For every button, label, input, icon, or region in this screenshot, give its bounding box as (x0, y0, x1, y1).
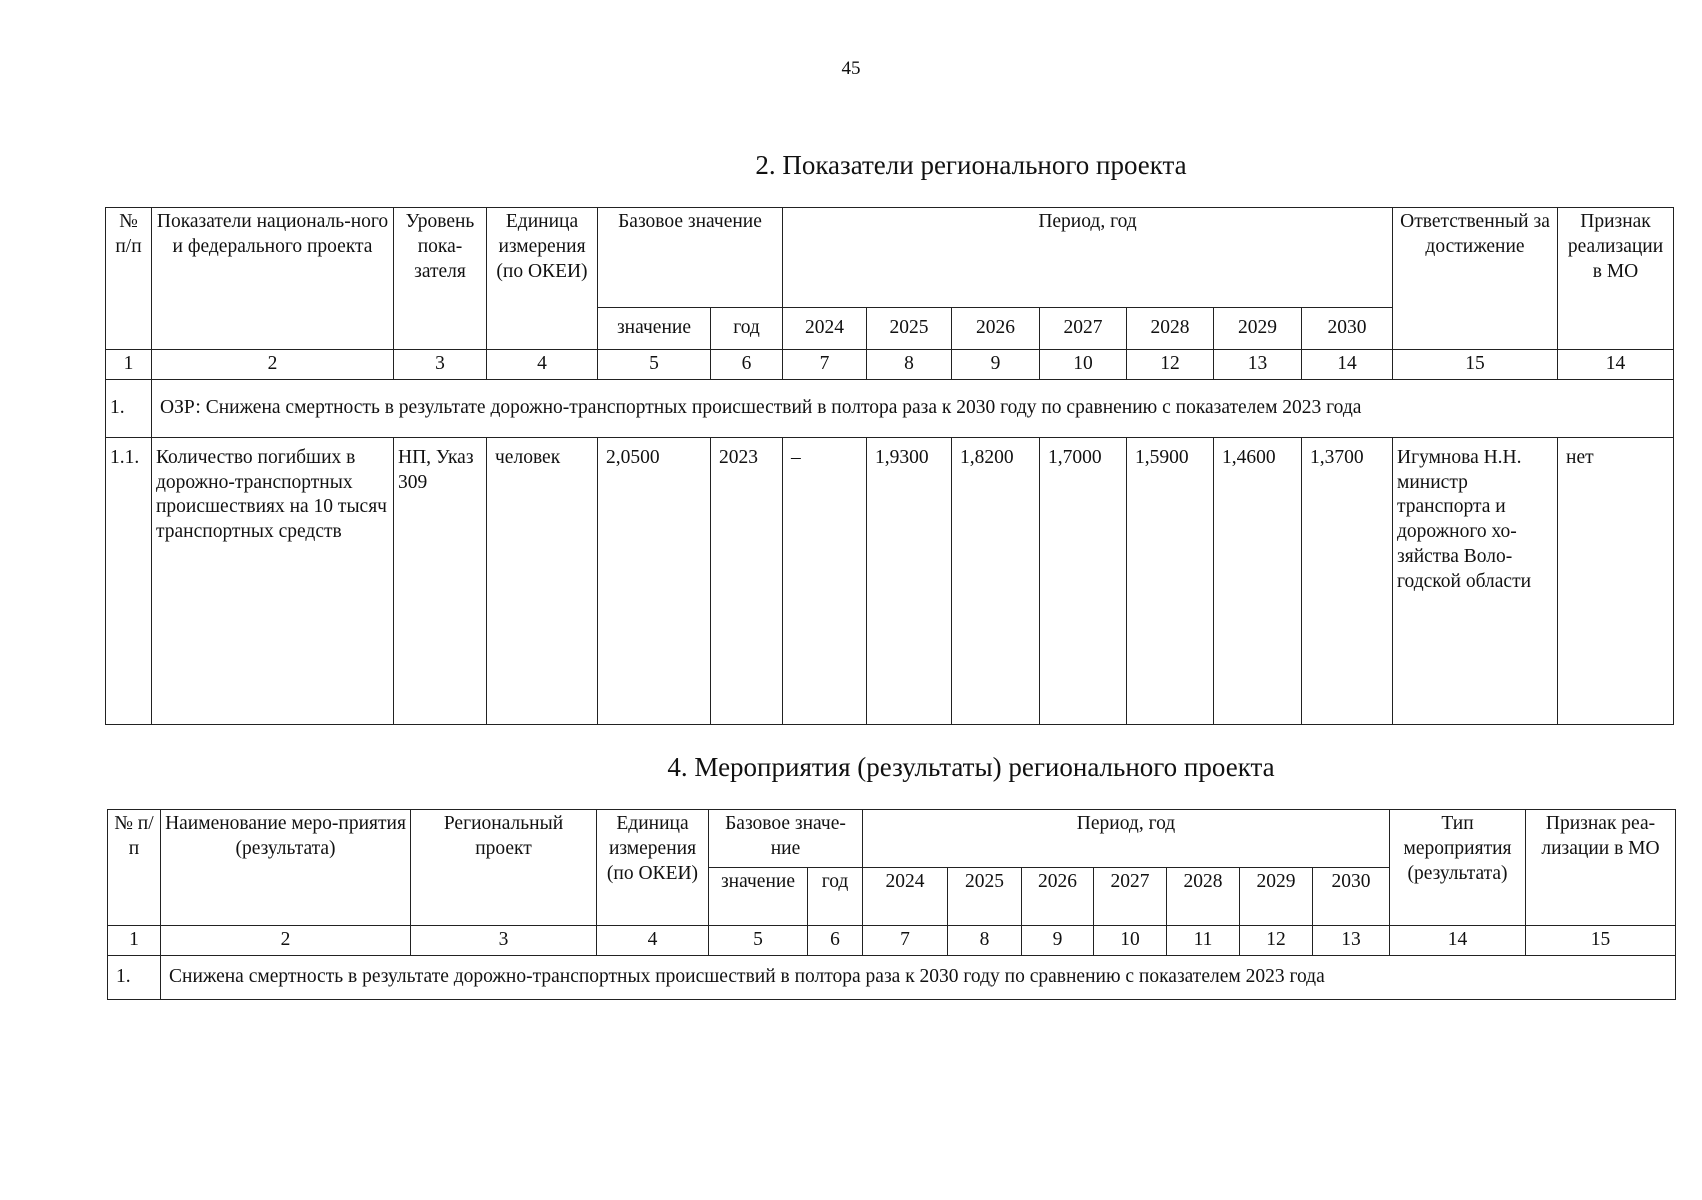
header-year: 2028 (1167, 868, 1240, 926)
page-number: 45 (841, 58, 861, 79)
header-num: № п/п (108, 810, 161, 926)
section-num: 1. (108, 955, 161, 999)
header-base-year: год (808, 868, 863, 926)
row-base-value: 2,0500 (598, 437, 711, 724)
header-responsible: Ответственный за достижение (1393, 208, 1558, 350)
header-base: Базовое значение (598, 208, 783, 308)
row-value: 1,7000 (1040, 437, 1127, 724)
row-value: 1,9300 (867, 437, 952, 724)
col-number: 2 (161, 926, 411, 956)
row-responsible: Игумнова Н.Н. министр транспорта и дорожного хо-зяйства Воло-годской области (1393, 437, 1558, 724)
col-number: 7 (783, 350, 867, 380)
col-number: 6 (711, 350, 783, 380)
header-period: Период, год (783, 208, 1393, 308)
row-value: 1,3700 (1302, 437, 1393, 724)
header-year: 2024 (863, 868, 948, 926)
col-number: 10 (1040, 350, 1127, 380)
col-number: 13 (1214, 350, 1302, 380)
table2-section-row (108, 955, 1676, 999)
header-indicator: Показатели националь-ного и федерального проекта (152, 208, 394, 350)
col-number: 14 (1302, 350, 1393, 380)
header-unit: Единица измерения (по ОКЕИ) (487, 208, 598, 350)
row-value: 1,5900 (1127, 437, 1214, 724)
col-number: 12 (1240, 926, 1313, 956)
header-year: 2027 (1094, 868, 1167, 926)
col-number: 14 (1558, 350, 1674, 380)
header-base-value: значение (598, 308, 711, 350)
col-number: 6 (808, 926, 863, 956)
row-sign: нет (1558, 437, 1674, 724)
header-num: № п/п (106, 208, 152, 350)
col-number: 1 (106, 350, 152, 380)
col-number: 11 (1167, 926, 1240, 956)
header-sign: Признак реа-лизации в МО (1526, 810, 1676, 926)
col-number: 4 (487, 350, 598, 380)
row-level: НП, Указ 309 (394, 437, 487, 724)
col-number: 15 (1526, 926, 1676, 956)
col-number: 7 (863, 926, 948, 956)
header-year: 2030 (1313, 868, 1390, 926)
header-unit: Единица измерения (по ОКЕИ) (597, 810, 709, 926)
col-number: 12 (1127, 350, 1214, 380)
header-base: Базовое значе-ние (709, 810, 863, 868)
header-type: Тип мероприятия (результата) (1390, 810, 1526, 926)
col-number: 8 (948, 926, 1022, 956)
header-year: 2026 (1022, 868, 1094, 926)
header-year: 2027 (1040, 308, 1127, 350)
indicators-table (105, 207, 1674, 725)
table1-header-row (106, 208, 1674, 308)
row-value: 1,4600 (1214, 437, 1302, 724)
col-number: 9 (1022, 926, 1094, 956)
section-num: 1. (106, 379, 152, 437)
table1-col-numbers-row (106, 350, 1674, 380)
header-year: 2028 (1127, 308, 1214, 350)
header-year: 2030 (1302, 308, 1393, 350)
table2-col-numbers-row (108, 926, 1676, 956)
section-text: Снижена смертность в результате дорожно-транспортных происшествий в полтора раза к 2030 году по сравнению с показателем 2023 года (161, 955, 1676, 999)
header-base-year: год (711, 308, 783, 350)
header-sign: Признак реализации в МО (1558, 208, 1674, 350)
section-text: ОЗР: Снижена смертность в результате дорожно-транспортных происшествий в полтора раза к 2030 году по сравнению с показателем 2023 года (152, 379, 1674, 437)
header-period: Период, год (863, 810, 1390, 868)
col-number: 14 (1390, 926, 1526, 956)
header-level: Уровень пока-зателя (394, 208, 487, 350)
row-num: 1.1. (106, 437, 152, 724)
table1-section-row (106, 379, 1674, 437)
header-name: Наименование меро-приятия (результата) (161, 810, 411, 926)
row-value: – (783, 437, 867, 724)
col-number: 3 (394, 350, 487, 380)
header-year: 2024 (783, 308, 867, 350)
col-number: 5 (598, 350, 711, 380)
table2-header-row (108, 810, 1676, 868)
col-number: 10 (1094, 926, 1167, 956)
row-value: 1,8200 (952, 437, 1040, 724)
row-indicator: Количество погибших в дорожно-транспортных происшествиях на 10 тысяч транспортных средств (152, 437, 394, 724)
col-number: 5 (709, 926, 808, 956)
events-table (107, 809, 1676, 1000)
header-year: 2029 (1214, 308, 1302, 350)
events-section-title: 4. Мероприятия (результаты) регионального проекта (667, 752, 1275, 782)
col-number: 2 (152, 350, 394, 380)
table1-data-row (106, 437, 1674, 724)
col-number: 13 (1313, 926, 1390, 956)
col-number: 3 (411, 926, 597, 956)
header-base-value: значение (709, 868, 808, 926)
indicators-section-title: 2. Показатели регионального проекта (755, 150, 1187, 180)
col-number: 8 (867, 350, 952, 380)
row-base-year: 2023 (711, 437, 783, 724)
row-unit: человек (487, 437, 598, 724)
header-year: 2025 (867, 308, 952, 350)
header-year: 2026 (952, 308, 1040, 350)
header-year: 2029 (1240, 868, 1313, 926)
col-number: 15 (1393, 350, 1558, 380)
header-year: 2025 (948, 868, 1022, 926)
header-project: Региональный проект (411, 810, 597, 926)
col-number: 1 (108, 926, 161, 956)
col-number: 4 (597, 926, 709, 956)
col-number: 9 (952, 350, 1040, 380)
